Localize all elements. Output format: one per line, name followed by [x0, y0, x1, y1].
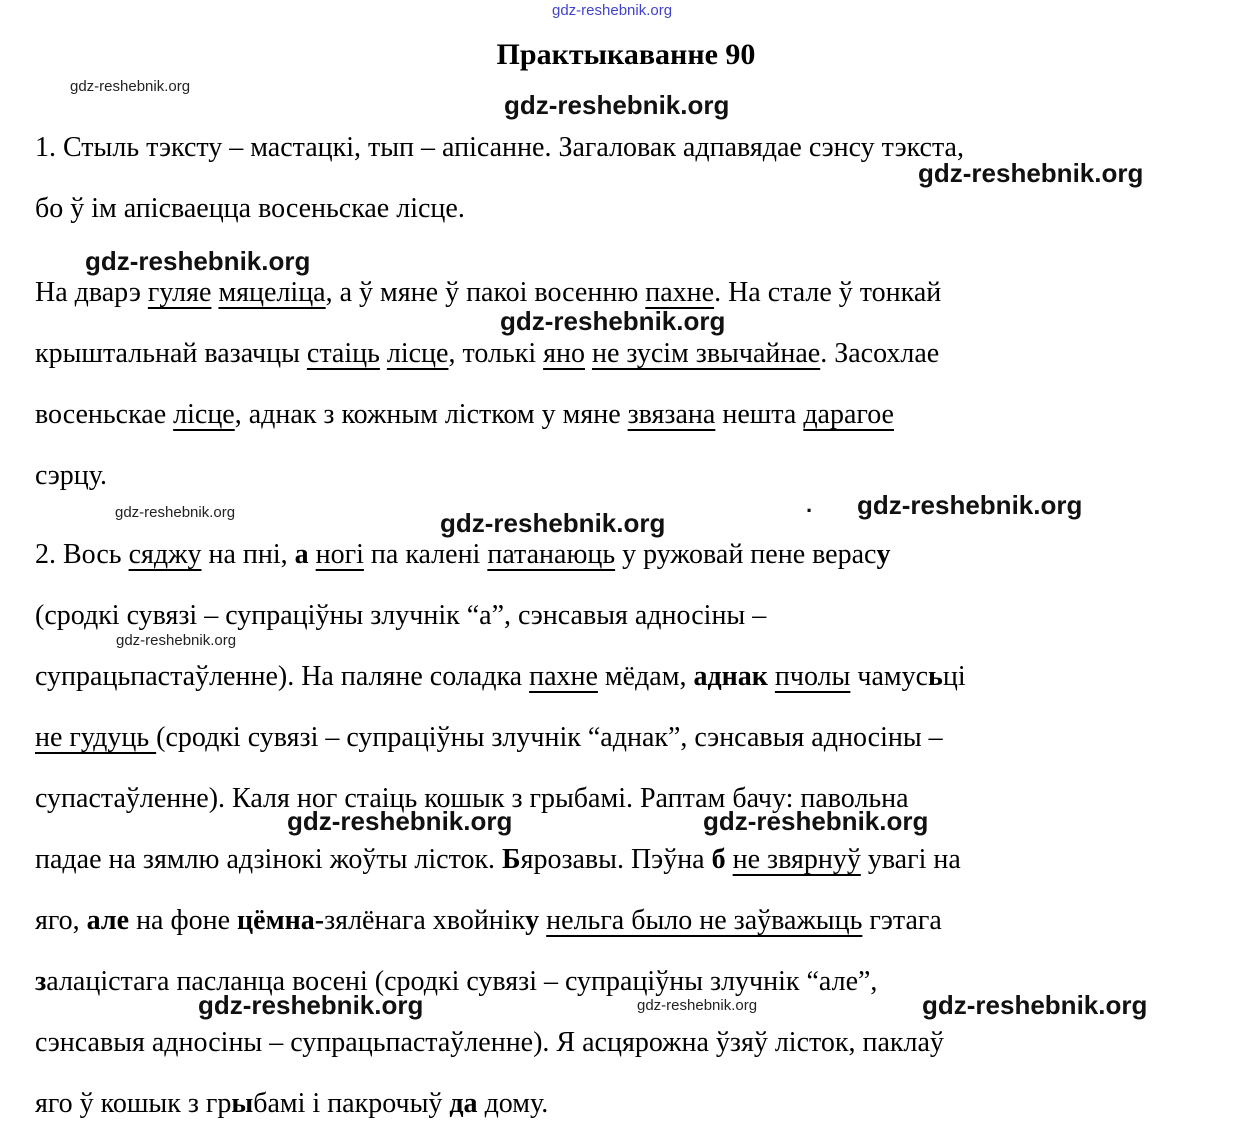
- underlined-text: ногі: [315, 539, 364, 570]
- text-line: [35, 178, 1215, 239]
- watermark-text: gdz-reshebnik.org: [287, 806, 513, 836]
- text-run: . Засохлае: [820, 338, 940, 369]
- watermark-text: gdz-reshebnik.org: [857, 490, 1083, 520]
- text-line: [35, 1073, 1215, 1134]
- text-run: , аднак з кожным лістком у мяне: [234, 399, 628, 430]
- text-line: [35, 646, 1215, 707]
- text-run: ці: [942, 661, 966, 692]
- text-line: [35, 117, 1215, 178]
- underlined-text: не зусім звычайнае: [591, 338, 821, 369]
- bold-text: да: [449, 1088, 478, 1119]
- bold-text: аднак: [693, 661, 768, 692]
- bold-text: б: [711, 844, 726, 875]
- text-run: яго,: [35, 905, 87, 936]
- text-run: [768, 661, 775, 692]
- watermark-text: gdz-reshebnik.org: [116, 632, 237, 649]
- underlined-text: мяцеліца: [218, 277, 326, 308]
- text-run: бо ў ім апісваецца восеньскае лісце.: [35, 193, 465, 224]
- watermark-text: gdz-reshebnik.org: [500, 306, 726, 336]
- watermark-text: gdz-reshebnik.org: [922, 990, 1148, 1020]
- text-run: на пні,: [201, 539, 295, 570]
- text-line: [35, 323, 1215, 384]
- underlined-text: звязана: [627, 399, 716, 430]
- text-run: супастаўленне). Каля ног стаіць кошык з грыбамі. Раптам бачу: павольна: [35, 783, 909, 814]
- paragraph-2: [35, 262, 1215, 506]
- text-run: (сродкі сувязі – супраціўны злучнік “аднак”, сэнсавыя адносіны –: [156, 722, 943, 753]
- text-run: зялёнага хвойнік: [324, 905, 526, 936]
- text-run: у ружовай пене верас: [615, 539, 877, 570]
- underlined-text: лісце: [386, 338, 449, 369]
- underlined-text: патанаюць: [487, 539, 616, 570]
- text-line: [35, 524, 1215, 585]
- bold-text: Б: [502, 844, 521, 875]
- text-run: яго ў кошык з гр: [35, 1088, 232, 1119]
- text-run: [726, 844, 733, 875]
- text-run: [380, 338, 387, 369]
- bold-text: а: [294, 539, 309, 570]
- watermark-text: gdz-reshebnik.org: [703, 806, 929, 836]
- text-run: сэрцу.: [35, 460, 107, 491]
- watermark-link[interactable]: gdz-reshebnik.org: [552, 2, 673, 19]
- underlined-text: гуляе: [147, 277, 212, 308]
- underlined-text: яно: [543, 338, 585, 369]
- text-run: алацістага пасланца восені (сродкі сувязі – супраціўны злучнік “але”,: [46, 966, 878, 997]
- text-run: увагі на: [860, 844, 961, 875]
- watermark-text: gdz-reshebnik.org: [637, 997, 758, 1014]
- text-line: [35, 768, 1215, 829]
- text-run: , толькі: [448, 338, 544, 369]
- underlined-text: не звярнуў: [732, 844, 861, 875]
- text-run: па калені: [363, 539, 488, 570]
- text-run: восеньскае: [35, 399, 174, 430]
- text-line: [35, 262, 1215, 323]
- text-line: [35, 445, 1215, 506]
- underlined-text: сяджу: [128, 539, 202, 570]
- exercise-title: Практыкаванне 90: [496, 38, 756, 71]
- text-run: на фоне: [129, 905, 238, 936]
- text-run: [585, 338, 592, 369]
- underlined-text: пчолы: [774, 661, 851, 692]
- watermark-text: gdz-reshebnik.org: [504, 90, 730, 120]
- watermark-text: gdz-reshebnik.org: [440, 508, 666, 538]
- underlined-text: лісце: [173, 399, 235, 430]
- bold-text: але: [86, 905, 130, 936]
- watermark-text: gdz-reshebnik.org: [198, 990, 424, 1020]
- underlined-text: стаіць: [306, 338, 380, 369]
- stray-dot: ·: [806, 498, 814, 523]
- watermark-text: gdz-reshebnik.org: [115, 504, 236, 521]
- text-run: На дварэ: [35, 277, 148, 308]
- text-run: 1. Стыль тэксту – мастацкі, тып – апісанне. Загаловак адпавядае сэнсу тэкста,: [35, 132, 964, 163]
- bold-text: ы: [231, 1088, 254, 1119]
- text-run: падае на зямлю адзінокі жоўты лісток.: [35, 844, 503, 875]
- underlined-text: не гудуць: [35, 722, 157, 753]
- bold-text: у: [876, 539, 891, 570]
- text-line: [35, 384, 1215, 445]
- text-run: (сродкі сувязі – супраціўны злучнік “а”, сэнсавыя адносіны –: [35, 600, 767, 631]
- underlined-text: пахне: [645, 277, 715, 308]
- paragraph-3: [35, 524, 1215, 1134]
- bold-text: ь: [928, 661, 943, 692]
- text-line: [35, 829, 1215, 890]
- text-run: бамі і пакрочыў: [253, 1088, 450, 1119]
- text-run: крыштальнай вазачцы: [35, 338, 307, 369]
- bold-text: цёмна-: [237, 905, 325, 936]
- text-run: нешта: [715, 399, 804, 430]
- text-run: гэтага: [862, 905, 942, 936]
- text-run: сэнсавыя адносіны – супрацьпастаўленне). Я асцярожна ўзяў лісток, паклаў: [35, 1027, 944, 1058]
- text-run: супрацьпастаўленне). На паляне соладка: [35, 661, 530, 692]
- watermark-text: gdz-reshebnik.org: [70, 78, 191, 95]
- watermark-text: gdz-reshebnik.org: [85, 246, 311, 276]
- bold-text: з: [35, 966, 47, 997]
- bold-text: у: [525, 905, 540, 936]
- text-run: 2. Вось: [35, 539, 129, 570]
- text-line: [35, 1012, 1215, 1073]
- text-run: дому.: [477, 1088, 549, 1119]
- underlined-text: дарагое: [803, 399, 894, 430]
- text-run: , а ў мяне ў пакоі восенню: [325, 277, 646, 308]
- text-run: [309, 539, 316, 570]
- underlined-text: пахне: [529, 661, 598, 692]
- text-run: . На стале ў тонкай: [714, 277, 942, 308]
- text-line: [35, 707, 1215, 768]
- text-run: мёдам,: [597, 661, 694, 692]
- text-line: [35, 585, 1215, 646]
- text-run: чамус: [850, 661, 929, 692]
- text-line: [35, 951, 1215, 1012]
- watermark-text: gdz-reshebnik.org: [918, 158, 1144, 188]
- paragraph-1: [35, 117, 1215, 239]
- text-line: [35, 890, 1215, 951]
- underlined-text: нельга было не заўважыць: [546, 905, 863, 936]
- text-run: ярозавы. Пэўна: [520, 844, 712, 875]
